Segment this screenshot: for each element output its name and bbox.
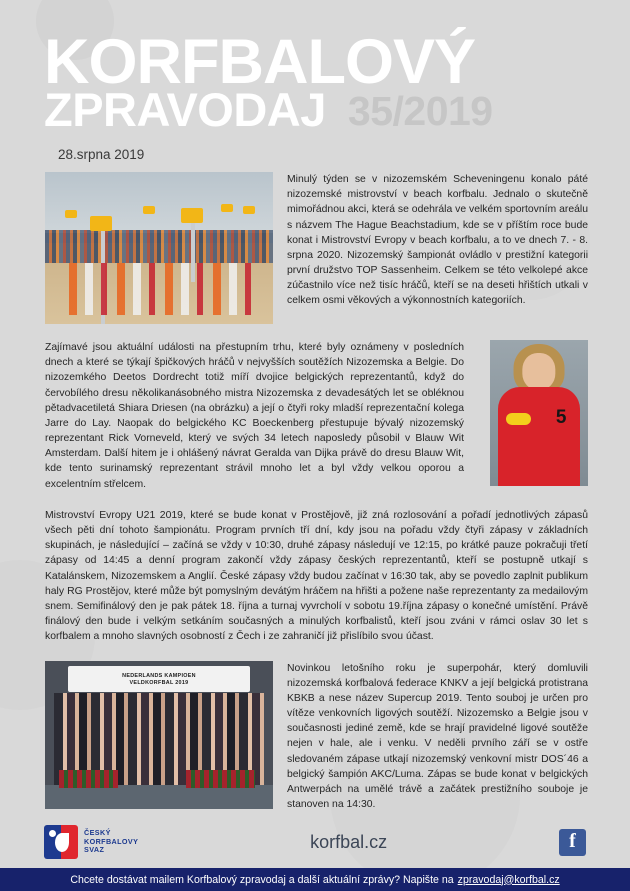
newsletter-cta-bar [0,868,630,891]
banner-line-2: VELDKORFBAL 2019 [129,679,189,686]
article-body [0,162,630,812]
section-supercup [45,661,588,813]
championship-team-photo [45,661,273,809]
facebook-glyph: f [569,830,576,852]
logo-line-1: ČESKÝ [84,828,111,838]
masthead [0,0,630,136]
federation-logo-icon [44,825,78,859]
issue-date: 28.srpna 2019 [58,146,145,162]
cta-text: Chcete dostávat mailem Korfbalový zpravodaj a další aktuální zprávy? Napište na [70,873,454,886]
issue-number: 35/2019 [347,87,493,134]
article-text: Novinkou letošního roku je superpohár, který domluvili nizozemská korfbalová federace KNKV a její belgická protistrana KBKB a nese název Supercup 2019. Tento souboj je určen pro vítěze venkovních ligových soutěží. Nizozemsko a Belgie jsou v současnosti jediné země, kde se hrají pravidelné ligové soutěže nejen v hale, ale i venku. V neděli prvního září se v ostře sledovaném zápase utkají nizozemský venkovní mistr DOS´46 a belgický šampión AKC/Luma. Zápas se bude konat v belgických Antwerpách na umělé trávě a začátek prestižního souboje je stanoven na 14:30. [287,662,588,811]
logo-line-3: SVAZ [84,845,105,855]
beach-korfball-tournament-photo [45,172,273,324]
article-text: Zajímavé jsou aktuální události na přestupním trhu, které byly oznámeny v posledních dnech a které se týkají špičkových hráčů v nejvyšších soutěžích Nizozemska a Belgie. Do nizozemkého Deetos Dordrecht totiž míří dvojice belgických reprezentantů, když do červobílého dresu několikanásobného mistra Nizozemska z devadesátých let se obléknou pětadvacetiletá Shiara Driesen (na obrázku) a její o čtyři roky mladší reprezentační kolega Jarre do Lay. Naopak do belgického KC Boeckenberg přestupuje bývalý nizozemský reprezentant Rick Vorneveld, který ve svých 34 letech naposledy působil v Blauw Wit Amsterdam. Další hitem je i ohlášený návrat Geralda van Dijka právě do dresu Blauw Wit, kde tento surinamský reprezentant strávil mnoho let a byl vždy velkou oporou a excelentním střelcem. [45,341,464,490]
page-footer [0,816,630,868]
article-text: Mistrovství Evropy U21 2019, které se bude konat v Prostějově, již zná rozlosování a pořadí jednotlivých zápasů všech pěti dní tohoto šampionátu. Program prvních tří dní, kdy jsou na pořadu vždy čtyři zápasy v základních skupinách, je následující – začíná se vždy v 10:30, druhé zápasy následují ve 12:15, po krátké pauze pokračuji třetí zápasy od 14:45 a denní program zakončí vždy zápasy českých reprezentantů, kteří se postupně utkají s Katalánskem, Nizozemskem a Anglií. České zápasy vždy budou začínat v 16:30 tak, aby se povedlo zaplnit publikum haly RG Prostějov, které může být pomyslným devátým hráčem na hřišti a požene naše reprezentanty za medailovým snem. Semifinálový den je pak pátek 18. října a turnaj vyvrcholí v sobotu 19.října zápasy o konečné umístění. Právě finálový den bude i velkým setkáním současných a minulých korfbalistů, kteří jsou zváni v rámci oslav 30 let s korfbalem a mnoho slavných osobností z Čech i ze zahraničí již přislíbilo svou účast. [45,509,588,643]
cta-email-link[interactable]: zpravodaj@korfbal.cz [457,873,560,886]
logo-line-2: KORFBALOVY [84,836,139,846]
facebook-icon[interactable] [559,829,586,856]
player-portrait-photo [490,340,588,486]
banner-line-1: NEDERLANDS KAMPIOEN [122,672,196,679]
masthead-title: KORFBALOVÝ [44,27,475,97]
championship-banner [68,666,250,691]
federation-logo[interactable] [44,825,138,859]
article-text: Minulý týden se v nizozemském Scheveningenu konalo páté nizozemské mistrovství v beach korfbalu. Jednalo o skutečně mimořádnou akci, která se odehrála ve velkém sportovním areálu s názvem The Hague Beachstadium, kde se v příštím roce bude konat i Mistrovství Evropy v beach korfbalu, a to ve dnech 7. - 8. srpna 2020. Nizozemský šampionát ovládlo v prestižní kategorii první družstvo TOP Sassenheim. Celkem se této velkolepé akce zúčastnilo více než tisíc hráčů, kteří se na deseti hřištích utkali v celkem osmi věkových a výkonnostních kategoriích. [287,173,588,307]
section-u21-championship [45,508,588,645]
masthead-subtitle: ZPRAVODAJ [44,82,326,136]
section-transfer-market [45,340,588,492]
website-link[interactable]: korfbal.cz [310,831,388,852]
jersey-number: 5 [555,407,567,429]
section-beach-korfball [45,172,588,324]
